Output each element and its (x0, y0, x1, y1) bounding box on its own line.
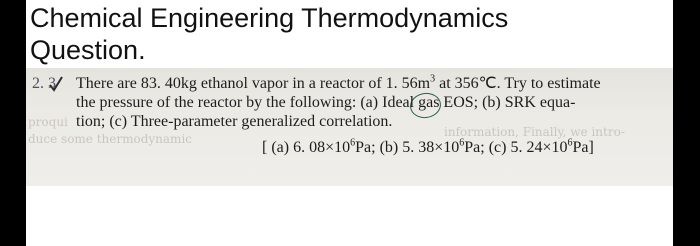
answer-a-exponent: 6 (350, 137, 356, 149)
answer-b-unit: Pa; (464, 139, 489, 156)
question-panel (26, 0, 673, 246)
answer-c-exponent: 6 (567, 137, 573, 149)
page-title (30, 2, 508, 66)
title-line-2: Question. (30, 35, 146, 65)
textbook-photo (26, 68, 673, 186)
bleed-through-left-1: proqui (28, 115, 68, 129)
problem-line-1 (32, 74, 664, 93)
problem-line-1-tail: at 356℃. Try to estimate (435, 75, 601, 92)
problem-line-2: the pressure of the reactor by the following: (a) Ideal gas EOS; (b) SRK equa- (76, 94, 576, 111)
problem-text (32, 74, 664, 157)
answer-line (32, 138, 664, 157)
answer-a: (a) 6. 08×10 (271, 139, 351, 156)
title-line-1: Chemical Engineering Thermodynamics (30, 3, 509, 33)
answer-open: [ (262, 139, 272, 156)
problem-number: 2. 3 (32, 75, 56, 92)
bleed-through-text-right: information, Finally, we intro- (444, 125, 625, 139)
answer-b: (b) 5. 38×10 (379, 139, 460, 156)
problem-line-1-text: There are 83. 40kg ethanol vapor in a reactor of 1. 56m (76, 75, 431, 92)
problem-line-1-exponent: 3 (430, 73, 436, 85)
problem-line-3: tion; (c) Three-parameter generalized correlation. (76, 113, 393, 130)
answer-a-unit: Pa; (355, 139, 380, 156)
answer-c-unit: Pa] (572, 139, 594, 156)
bleed-through-left-2: duce some thermodynamic (28, 132, 192, 146)
answer-b-exponent: 6 (459, 137, 465, 149)
answer-c: (c) 5. 24×10 (488, 139, 568, 156)
